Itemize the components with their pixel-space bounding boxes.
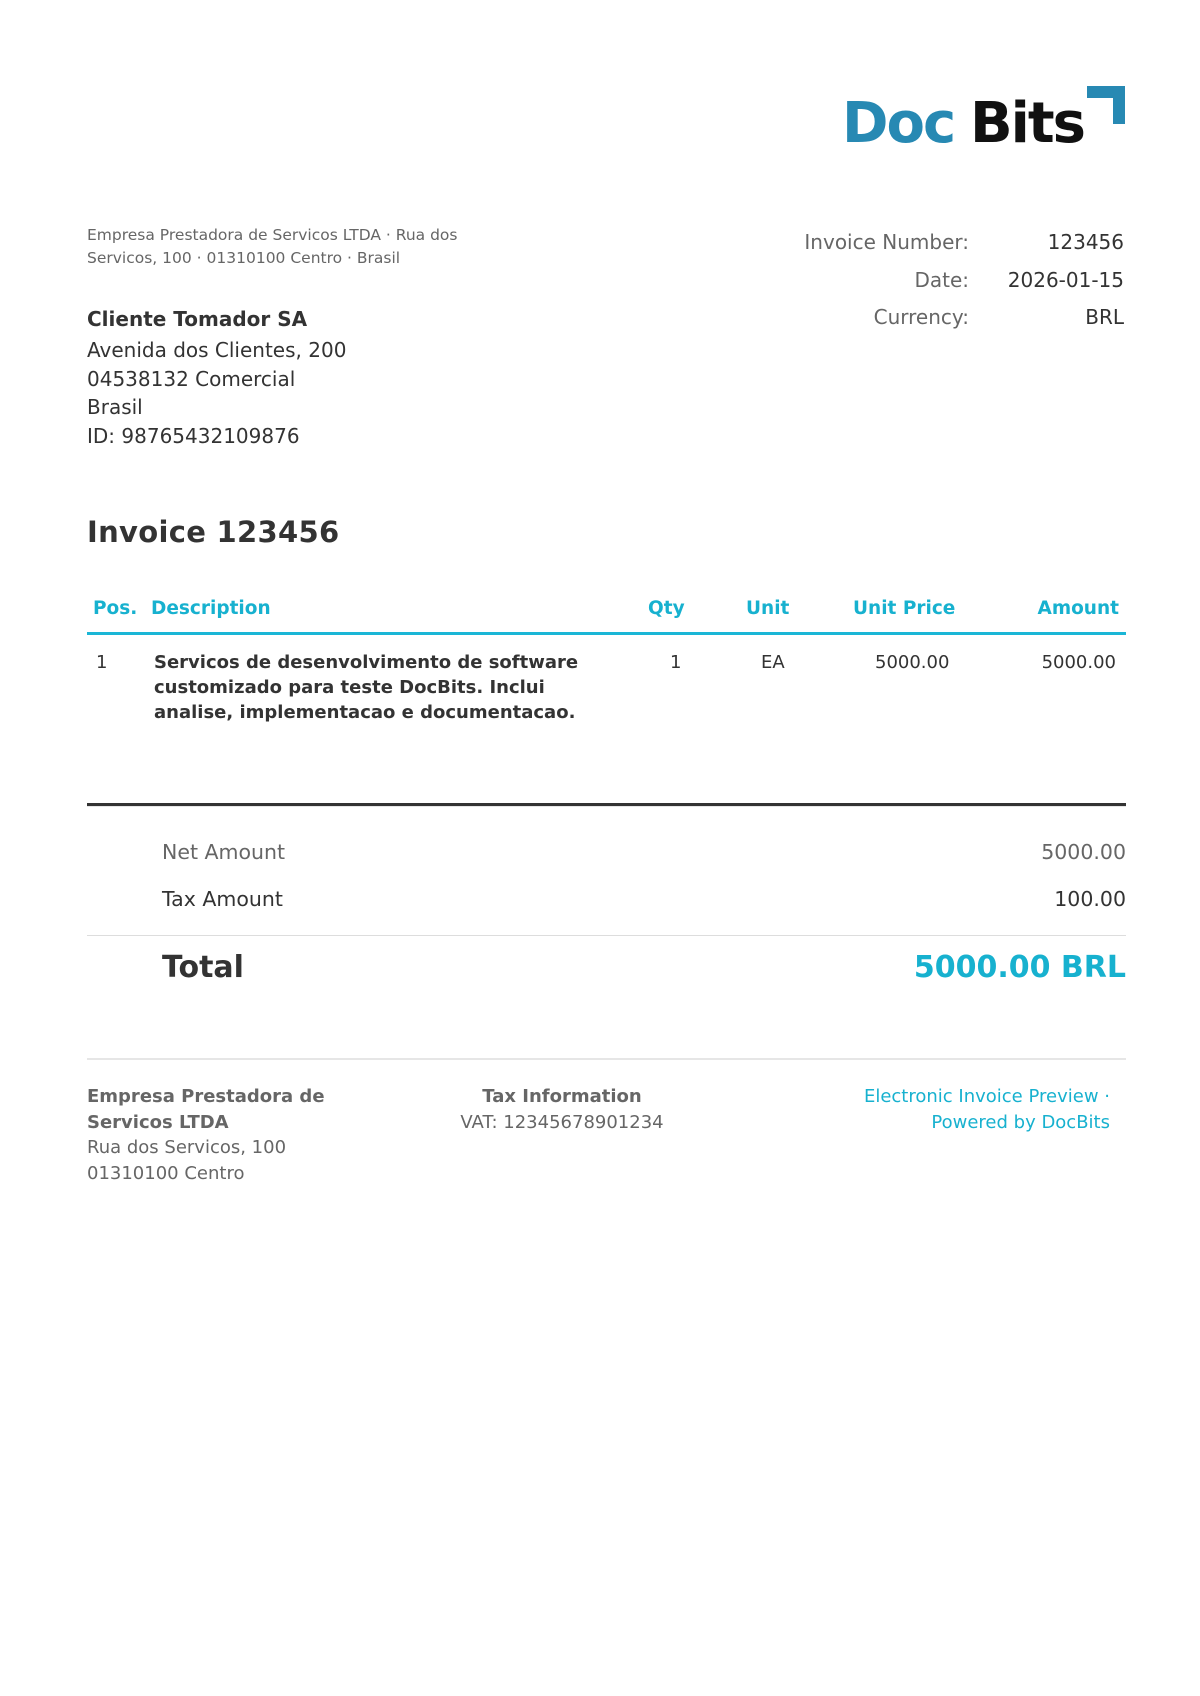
footer-note xyxy=(810,1084,1110,1135)
meta-label: Currency: xyxy=(873,305,969,329)
meta-value: BRL xyxy=(1085,305,1124,329)
corner-bracket-icon xyxy=(1083,86,1125,124)
header-unit: Unit xyxy=(746,598,790,619)
header-amount: Amount xyxy=(1037,598,1119,619)
footer-tax-info xyxy=(417,1084,707,1135)
total-label: Total xyxy=(162,950,244,985)
footer-company-street: Rua dos Servicos, 100 xyxy=(87,1137,287,1158)
net-amount-label: Net Amount xyxy=(162,840,286,864)
footer-note-line: Powered by DocBits xyxy=(931,1111,1110,1133)
logo-text-bits: Bits xyxy=(970,91,1084,156)
footer-divider xyxy=(87,1058,1126,1060)
totals-divider xyxy=(87,803,1126,806)
meta-row-invoice-number xyxy=(719,229,1124,267)
total-value: 5000.00 BRL xyxy=(913,950,1126,985)
footer-vat: VAT: 12345678901234 xyxy=(460,1111,664,1133)
table-row xyxy=(87,635,1126,807)
header-qty: Qty xyxy=(648,598,685,619)
meta-label: Date: xyxy=(914,267,969,292)
invoice-title: Invoice 123456 xyxy=(87,515,340,549)
recipient-name: Cliente Tomador SA xyxy=(87,307,308,331)
meta-label: Invoice Number: xyxy=(804,230,969,254)
cell-qty: 1 xyxy=(670,652,682,673)
docbits-logo xyxy=(838,84,1128,164)
meta-value: 2026-01-15 xyxy=(1007,267,1124,292)
footer-company-name: Empresa Prestadora de Servicos LTDA xyxy=(87,1086,325,1133)
recipient-country: Brasil xyxy=(87,395,143,419)
meta-value: 123456 xyxy=(1047,230,1124,254)
total-divider xyxy=(87,935,1126,936)
cell-description: Servicos de desenvolvimento de software customizado para teste DocBits. Inclui analise, implementacao e documentacao. xyxy=(154,652,579,723)
cell-pos: 1 xyxy=(96,652,108,673)
footer-company-city: 01310100 Centro xyxy=(87,1162,245,1184)
meta-row-currency xyxy=(719,304,1124,342)
cell-amount: 5000.00 xyxy=(1041,652,1116,673)
tax-amount-label: Tax Amount xyxy=(162,887,283,911)
header-unit-price: Unit Price xyxy=(853,598,956,619)
net-amount-value: 5000.00 xyxy=(1041,840,1126,864)
footer-note-line: Electronic Invoice Preview · xyxy=(863,1086,1110,1107)
recipient-block xyxy=(87,306,507,450)
sender-address-line: Empresa Prestadora de Servicos LTDA · Rua dos Servicos, 100 · 01310100 Centro · Brasil xyxy=(87,226,458,267)
header-pos: Pos. xyxy=(93,598,138,619)
cell-unit: EA xyxy=(761,652,785,673)
header-description: Description xyxy=(151,598,271,619)
line-items-table xyxy=(87,592,1126,807)
recipient-postal-city: 04538132 Comercial xyxy=(87,366,296,391)
invoice-meta xyxy=(719,229,1124,342)
recipient-id: ID: 98765432109876 xyxy=(87,423,300,448)
logo-text-doc: Doc xyxy=(842,91,955,156)
footer-company xyxy=(87,1084,367,1186)
tax-amount-value: 100.00 xyxy=(1054,887,1126,911)
meta-row-date xyxy=(719,267,1124,305)
table-header xyxy=(87,592,1126,635)
recipient-street: Avenida dos Clientes, 200 xyxy=(87,338,347,362)
cell-unit-price: 5000.00 xyxy=(875,652,950,673)
footer-tax-heading: Tax Information xyxy=(482,1086,642,1107)
